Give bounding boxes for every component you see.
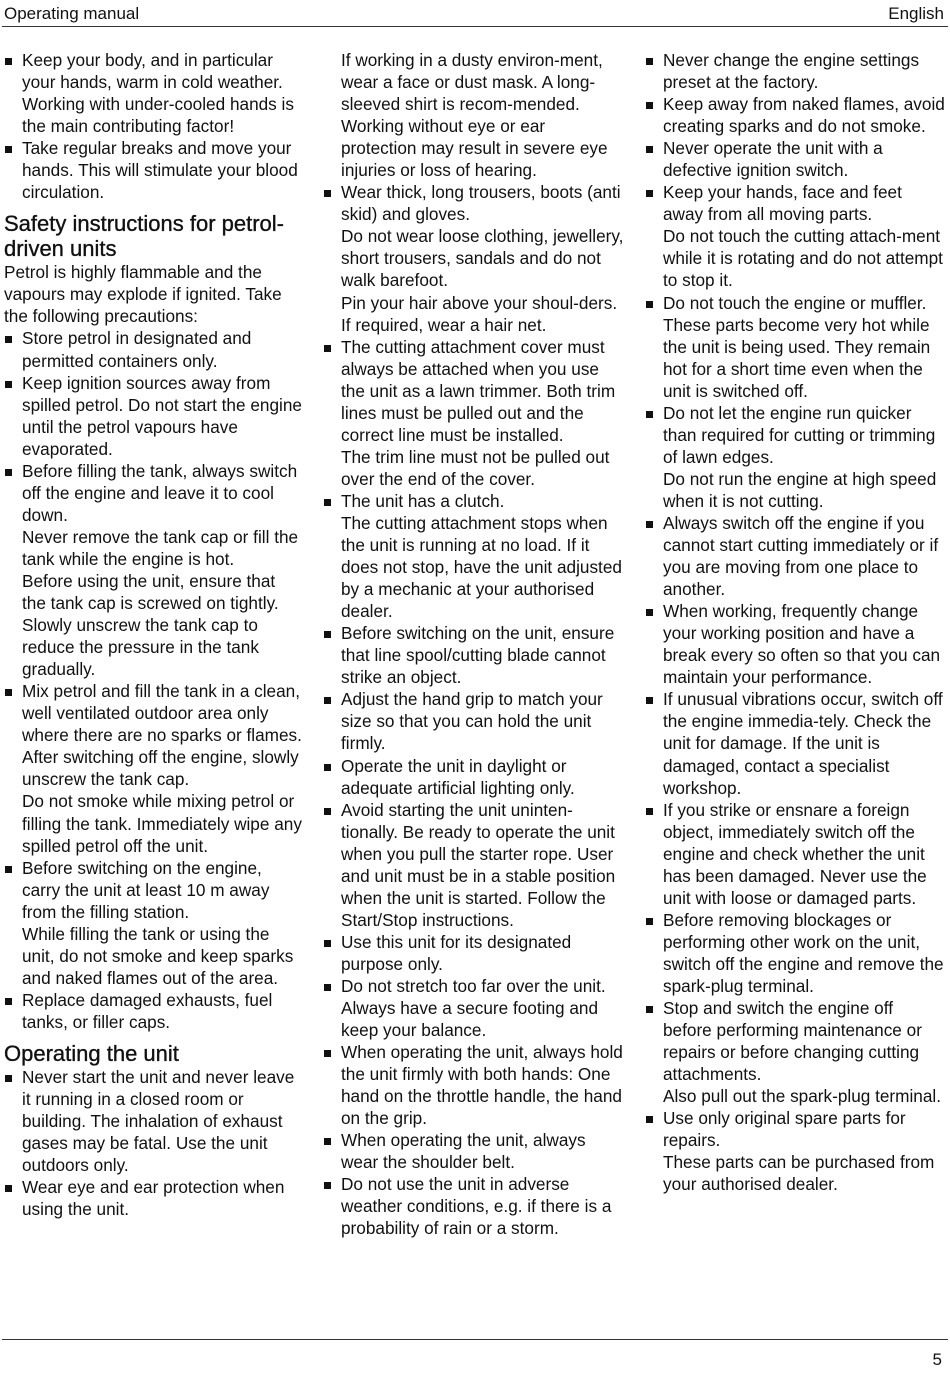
bullet-item: Adjust the hand grip to match your size so that you can hold the unit firmly.: [323, 688, 625, 754]
header-manual-title: Operating manual: [4, 4, 140, 23]
bullet-item: Keep away from naked flames, avoid creating sparks and do not smoke.: [645, 93, 945, 137]
text-column-middle: [323, 49, 625, 1240]
section-heading: Operating the unit: [4, 1040, 179, 1066]
bullet-item: Before removing blockages or performing other work on the unit, switch off the engine and remove the spark-plug terminal.: [645, 909, 945, 997]
bullet-item: When operating the unit, always hold the unit firmly with both hands: One hand on the throttle handle, the hand on the grip.: [323, 1041, 625, 1129]
bullet-item: If you strike or ensnare a foreign object, immediately switch off the engine and check whether the unit has been damaged. Never use the unit with loose or damaged parts.: [645, 799, 945, 909]
bullet-item: Store petrol in designated and permitted containers only.: [4, 327, 302, 371]
bullet-item: Do not touch the engine or muffler. These parts become very hot while the unit is being used. They remain hot for a short time even when the unit is switched off.: [645, 292, 945, 402]
bullet-item: Before switching on the engine, carry the unit at least 10 m away from the filling station.: [4, 857, 302, 923]
bullet-item: Do not stretch too far over the unit. Always have a secure footing and keep your balance.: [323, 975, 625, 1041]
bullet-continuation: After switching off the engine, slowly unscrew the tank cap.: [22, 747, 299, 790]
bullet-item: Wear eye and ear protection when using the unit.: [4, 1176, 302, 1220]
page-number: 5: [932, 1350, 942, 1369]
bullet-continuation: If working in a dusty environ-ment, wear a face or dust mask. A long-sleeved shirt is recom-mended. Working without eye or ear protection may result in severe eye injuries or loss of hearing.: [341, 50, 608, 181]
bullet-item: Never change the engine settings preset at the factory.: [645, 49, 945, 93]
section-heading: Safety instructions for petrol-driven units: [4, 211, 285, 262]
bullet-continuation: Never remove the tank cap or fill the tank while the engine is hot.: [22, 526, 299, 569]
bullet-item: Before filling the tank, always switch off the engine and leave it to cool down.: [4, 460, 302, 526]
bullet-item: Always switch off the engine if you cannot start cutting immediately or if you are moving from one place to another.: [645, 512, 945, 600]
bullet-item: Avoid starting the unit uninten-tionally. Be ready to operate the unit when you pull the starter rope. User and unit must be in a stable position when the unit is started. Follow the Start/Stop instructions.: [323, 799, 625, 931]
bullet-continuation: Do not wear loose clothing, jewellery, short trousers, sandals and do not walk barefoot.: [341, 226, 624, 291]
bullet-continuation: Before using the unit, ensure that the tank cap is screwed on tightly. Slowly unscrew the tank cap to reduce the pressure in the tank gradually.: [22, 570, 279, 680]
bullet-continuation: Do not run the engine at high speed when it is not cutting.: [663, 468, 937, 511]
bullet-item: Wear thick, long trousers, boots (anti skid) and gloves.: [323, 181, 625, 225]
bullet-item: Keep your hands, face and feet away from all moving parts.: [645, 181, 945, 225]
bullet-item: If unusual vibrations occur, switch off the engine immedia-tely. Check the unit for damage. If the unit is damaged, contact a specialist workshop.: [645, 688, 945, 798]
bullet-item: Do not let the engine run quicker than required for cutting or trimming of lawn edges.: [645, 402, 945, 468]
bullet-item: Before switching on the unit, ensure that line spool/cutting blade cannot strike an object.: [323, 622, 625, 688]
bullet-continuation: While filling the tank or using the unit, do not smoke and keep sparks and naked flames out of the area.: [22, 923, 294, 988]
bullet-item: Take regular breaks and move your hands. This will stimulate your blood circulation.: [4, 137, 302, 203]
bullet-continuation: Pin your hair above your shoul-ders. If required, wear a hair net.: [341, 292, 618, 335]
footer-divider: [2, 1339, 948, 1340]
bullet-item: Replace damaged exhausts, fuel tanks, or filler caps.: [4, 989, 302, 1033]
bullet-item: Stop and switch the engine off before performing maintenance or repairs or before changing cutting attachments.: [645, 997, 945, 1085]
paragraph: Petrol is highly flammable and the vapours may explode if ignited. Take the following precautions:: [4, 262, 282, 327]
bullet-item: Never start the unit and never leave it running in a closed room or building. The inhalation of exhaust gases may be fatal. Use the unit outdoors only.: [4, 1066, 302, 1176]
bullet-item: Operate the unit in daylight or adequate artificial lighting only.: [323, 755, 625, 799]
bullet-item: The unit has a clutch.: [323, 490, 625, 512]
header-divider: [2, 26, 948, 27]
bullet-item: Keep ignition sources away from spilled petrol. Do not start the engine until the petrol vapours have evaporated.: [4, 372, 302, 460]
bullet-item: Use only original spare parts for repairs.: [645, 1107, 945, 1151]
bullet-item: Do not use the unit in adverse weather conditions, e.g. if there is a probability of rain or a storm.: [323, 1173, 625, 1239]
bullet-continuation: These parts can be purchased from your authorised dealer.: [663, 1152, 935, 1195]
text-column-right: [645, 49, 945, 1195]
bullet-item: When operating the unit, always wear the shoulder belt.: [323, 1129, 625, 1173]
bullet-item: When working, frequently change your working position and have a break every so often so that you can maintain your performance.: [645, 600, 945, 688]
bullet-item: Keep your body, and in particular your hands, warm in cold weather. Working with under-cooled hands is the main contributing factor!: [4, 49, 302, 137]
bullet-continuation: Do not smoke while mixing petrol or filling the tank. Immediately wipe any spilled petrol off the unit.: [22, 791, 302, 856]
header-language: English: [888, 4, 944, 23]
bullet-item: Use this unit for its designated purpose only.: [323, 931, 625, 975]
bullet-item: Mix petrol and fill the tank in a clean, well ventilated outdoor area only where there are no sparks or flames.: [4, 680, 302, 746]
bullet-continuation: Do not touch the cutting attach-ment while it is rotating and do not attempt to stop it.: [663, 226, 943, 291]
bullet-continuation: Also pull out the spark-plug terminal.: [663, 1086, 942, 1107]
bullet-item: Never operate the unit with a defective ignition switch.: [645, 137, 945, 181]
bullet-item: The cutting attachment cover must always be attached when you use the unit as a lawn trimmer. Both trim lines must be pulled out and the correct line must be installed.: [323, 336, 625, 446]
bullet-continuation: The trim line must not be pulled out over the end of the cover.: [341, 446, 610, 489]
bullet-continuation: The cutting attachment stops when the unit is running at no load. If it does not stop, have the unit adjusted by a mechanic at your authorised dealer.: [341, 512, 622, 622]
text-column-left: [4, 49, 302, 1220]
